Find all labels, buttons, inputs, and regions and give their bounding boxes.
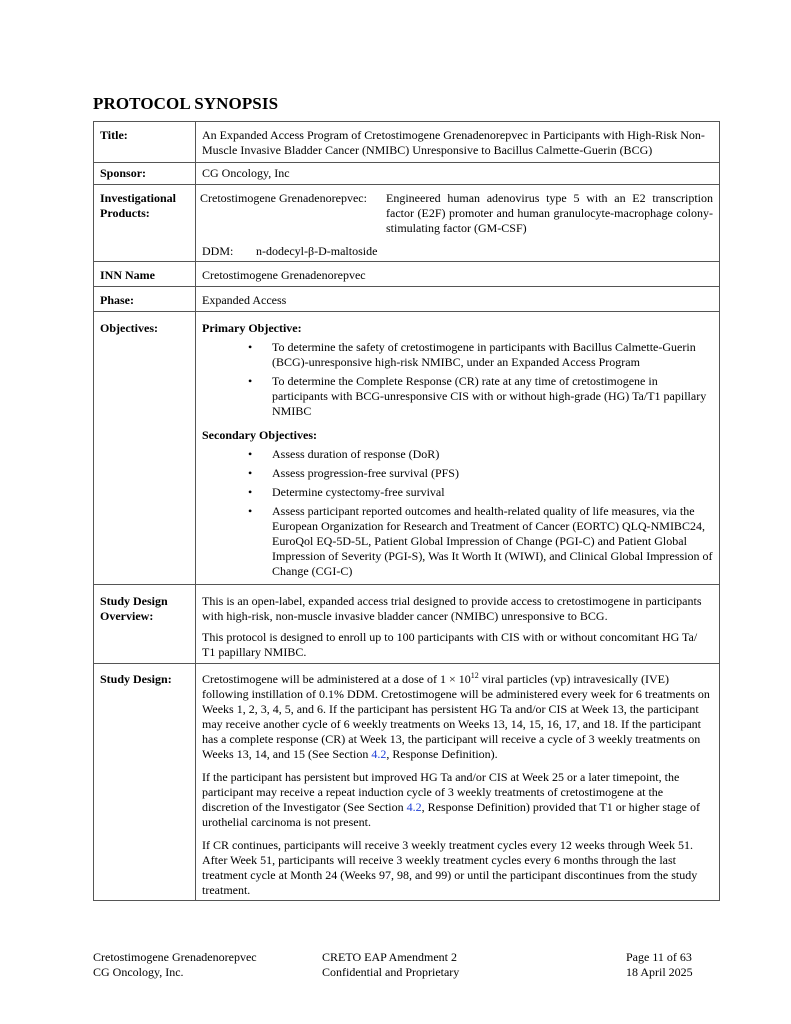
row-label-study-design: Study Design:	[94, 664, 196, 901]
footer-center	[322, 950, 459, 980]
row-label-inn-name: INN Name	[94, 262, 196, 287]
row-label-phase: Phase:	[94, 287, 196, 312]
page-title: PROTOCOL SYNOPSIS	[93, 94, 279, 113]
row-value-study-design-overview	[196, 585, 720, 664]
footer-product-name: Cretostimogene Grenadenorepvec	[93, 950, 257, 964]
list-item	[202, 447, 713, 462]
bullet-icon: •	[248, 374, 253, 388]
product-description: n-dodecyl-β-D-maltoside	[256, 244, 378, 258]
product-ddm	[200, 244, 713, 259]
bullet-icon: •	[248, 485, 253, 499]
row-value-sponsor	[196, 163, 720, 185]
primary-objective-heading: Primary Objective:	[202, 321, 302, 335]
section-link[interactable]: 4.2	[406, 800, 422, 814]
table-row-study-design	[94, 664, 720, 901]
text-run: , Response Definition).	[386, 747, 498, 761]
text-run: If the participant has persistent but improved HG Ta and/or CIS at Week 25 or a later timepoint, the participant may receive a repeat induction cycle of 3 weekly treatments of cretostimogene at the discretion of the Investigator (See Section	[202, 770, 680, 814]
bullet-icon: •	[248, 504, 253, 518]
inn-name-text: Cretostimogene Grenadenorepvec	[202, 268, 366, 282]
table-row-investigational-products	[94, 185, 720, 262]
list-item	[202, 340, 713, 370]
exponent: 12	[470, 671, 479, 680]
text-run: , Response Definition) provided that T1 or higher stage of urothelial carcinoma is not present.	[202, 800, 700, 829]
footer-right	[626, 950, 693, 980]
secondary-objective-text: Assess participant reported outcomes and health-related quality of life measures, via the European Organization for Research and Treatment of Cancer (EORTC) QLQ-NMIBC24, EuroQol EQ-5D-5L, Patient Global Impression of Change (PGI-C) and Patient Global Impression of Severity (PGI-S), Was It Worth It (WIWI), and Clinical Global Impression of Change (CGI-C)	[272, 504, 713, 578]
row-label-title: Title:	[94, 122, 196, 163]
table-row-inn-name	[94, 262, 720, 287]
row-label-study-design-overview: Study Design Overview:	[94, 585, 196, 664]
study-design-paragraph-3: If CR continues, participants will receive 3 weekly treatment cycles every 12 weeks through Week 51. After Week 51, participants will receive 3 weekly treatment cycles every 6 months through the last treatment cycle at Month 24 (Weeks 97, 98, and 99) or until the participant discontinues from the study treatment.	[202, 838, 698, 897]
study-design-paragraph-2	[202, 770, 713, 830]
bullet-icon: •	[248, 466, 253, 480]
list-item	[202, 485, 713, 500]
secondary-objective-heading: Secondary Objectives:	[202, 428, 317, 442]
table-row-study-design-overview	[94, 585, 720, 664]
list-item	[202, 466, 713, 481]
table-row-sponsor	[94, 163, 720, 185]
table-row-phase	[94, 287, 720, 312]
bullet-icon: •	[248, 447, 253, 461]
secondary-objective-list	[202, 447, 713, 579]
sponsor-text: CG Oncology, Inc	[202, 166, 290, 180]
row-value-inn-name	[196, 262, 720, 287]
bullet-icon: •	[248, 340, 253, 354]
primary-objective-text: To determine the safety of cretostimogene in participants with Bacillus Calmette-Guerin (BCG)-unresponsive high-risk NMIBC, under an Expanded Access Program	[272, 340, 696, 369]
table-row-objectives	[94, 312, 720, 585]
title-text: An Expanded Access Program of Cretostimogene Grenadenorepvec in Participants with High-Risk Non-Muscle Invasive Bladder Cancer (NMIBC) Unresponsive to Bacillus Calmette-Guerin (BCG)	[202, 128, 705, 157]
footer-left	[93, 950, 257, 980]
product-description: Engineered human adenovirus type 5 with an E2 transcription factor (E2F) promoter and human granulocyte-macrophage colony-stimulating factor (GM-CSF)	[386, 191, 713, 235]
text-run: Cretostimogene will be administered at a dose of 1 × 10	[202, 672, 471, 686]
list-item	[202, 504, 713, 579]
study-design-paragraph-1	[202, 672, 713, 762]
row-value-investigational-products	[196, 185, 720, 262]
footer-confidentiality: Confidential and Proprietary	[322, 965, 460, 979]
row-value-study-design	[196, 664, 720, 901]
footer-date: 18 April 2025	[626, 965, 693, 979]
overview-paragraph: This protocol is designed to enroll up to 100 participants with CIS with or without concomitant HG Ta/ T1 papillary NMIBC.	[202, 630, 698, 659]
row-value-title	[196, 122, 720, 163]
row-label-sponsor: Sponsor:	[94, 163, 196, 185]
secondary-objective-text: Determine cystectomy-free survival	[272, 485, 445, 499]
row-value-phase	[196, 287, 720, 312]
footer-page-number: Page 11 of 63	[626, 950, 692, 964]
table-row-title	[94, 122, 720, 163]
product-name: DDM:	[202, 244, 234, 258]
footer-document-version: CRETO EAP Amendment 2	[322, 950, 457, 964]
product-name: Cretostimogene Grenadenorepvec:	[200, 191, 367, 205]
row-value-objectives	[196, 312, 720, 585]
row-label-objectives: Objectives:	[94, 312, 196, 585]
secondary-objective-text: Assess progression-free survival (PFS)	[272, 466, 459, 480]
product-cretostimogene	[200, 191, 713, 236]
secondary-objective-text: Assess duration of response (DoR)	[272, 447, 440, 461]
text-run: viral particles (vp) intravesically (IVE) following instillation of 0.1% DDM. Cretostimogene will be administered every week for 6 treatments on Weeks 1, 2, 3, 4, 5, and 6. If the participant has persistent HG Ta and/or CIS at Week 13, the participant may receive another cycle of 6 weekly treatments on Weeks 13, 14, 15, 16, 17, and 18. If the participant has a complete response (CR) at Week 13, the participant will receive a cycle of 3 weekly treatments on Weeks 13, 14, and 15 (See Section	[202, 672, 710, 761]
primary-objective-list	[202, 340, 713, 419]
row-label-investigational-products: Investigational Products:	[94, 185, 196, 262]
protocol-synopsis-table	[93, 121, 720, 901]
footer-company: CG Oncology, Inc.	[93, 965, 184, 979]
section-link[interactable]: 4.2	[371, 747, 387, 761]
list-item	[202, 374, 713, 419]
overview-paragraph: This is an open-label, expanded access trial designed to provide access to cretostimogene in participants with high-risk, non-muscle invasive bladder cancer (NMIBC) unresponsive to BCG.	[202, 594, 702, 623]
phase-text: Expanded Access	[202, 293, 287, 307]
primary-objective-text: To determine the Complete Response (CR) rate at any time of cretostimogene in participants with BCG-unresponsive CIS with or without high-grade (HG) Ta/T1 papillary NMIBC	[272, 374, 707, 418]
